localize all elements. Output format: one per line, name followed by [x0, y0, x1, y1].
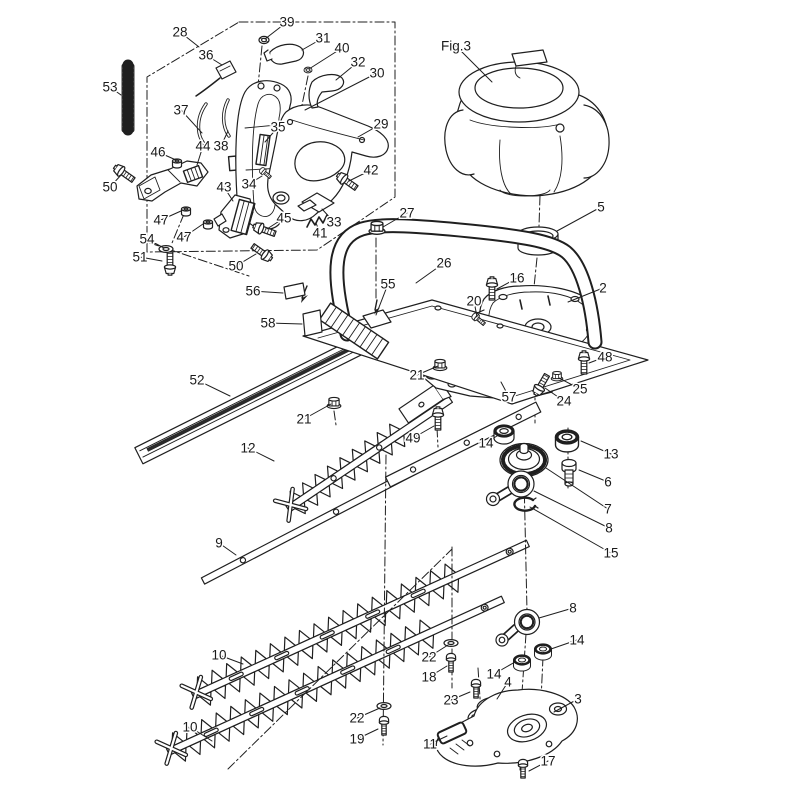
- part-callout: 53: [102, 79, 118, 95]
- part-6-stepped-bolt: [562, 460, 576, 487]
- part-callout: 32: [350, 54, 366, 70]
- part-callout: 8: [569, 600, 577, 616]
- part-27-flange-nut: [369, 221, 385, 234]
- part-callout: 58: [260, 315, 276, 331]
- part-8-connecting-rod-upper: [487, 471, 535, 506]
- part-8-connecting-rod-lower: [496, 610, 540, 647]
- part-callout: 35: [270, 119, 286, 135]
- part-callout: 41: [312, 225, 328, 241]
- part-callout: 21: [296, 411, 312, 427]
- part-callout: 29: [373, 116, 389, 132]
- callout-leader: [557, 207, 601, 231]
- part-callout: 47: [153, 212, 169, 228]
- part-callout: 5: [597, 199, 605, 215]
- part-callout: 55: [380, 276, 396, 292]
- part-10-cutter-blade: [181, 529, 534, 712]
- part-47-bushing: [204, 220, 213, 229]
- part-callout: 10: [182, 719, 198, 735]
- part-46-bushing: [173, 159, 182, 168]
- part-43-bracket: [214, 195, 255, 238]
- part-14-bearing: [535, 644, 552, 660]
- part-callout: 22: [349, 710, 365, 726]
- part-58-sticker: [303, 310, 322, 336]
- engine-assembly: [445, 50, 609, 196]
- part-callout: 8: [605, 520, 613, 536]
- callout-leader: [546, 468, 608, 509]
- part-19-screw: [379, 716, 388, 735]
- part-callout: 13: [603, 446, 619, 462]
- part-callout: 56: [245, 283, 261, 299]
- part-callout: 9: [215, 535, 223, 551]
- part-callout: 31: [315, 30, 331, 46]
- part-14-bearing: [494, 425, 514, 444]
- part-callout: 28: [172, 24, 188, 40]
- part-18-screw: [446, 653, 455, 672]
- part-callout: 42: [363, 162, 379, 178]
- part-callout: 40: [334, 40, 350, 56]
- part-22-washer: [444, 640, 458, 647]
- part-callout: 50: [228, 258, 244, 274]
- part-14-bearing: [514, 655, 531, 671]
- part-callout: 33: [326, 214, 342, 230]
- part-callout: 37: [173, 102, 189, 118]
- part-callout: 14: [486, 666, 502, 682]
- part-callout: 49: [405, 430, 421, 446]
- part-31-throttle-lever: [264, 44, 303, 64]
- part-callout: 24: [556, 393, 572, 409]
- part-13-bearing: [556, 430, 579, 452]
- callout-leader: [534, 491, 609, 528]
- part-callout: 2: [599, 280, 607, 296]
- part-callout: 15: [603, 545, 619, 561]
- part-callout: 20: [466, 293, 482, 309]
- part-callout: 46: [150, 144, 166, 160]
- part-49-bolt: [432, 407, 443, 430]
- part-callout: 4: [504, 674, 512, 690]
- part-callout: 30: [369, 65, 385, 81]
- part-51-bolt: [164, 252, 175, 275]
- part-callout: 47: [176, 229, 192, 245]
- part-callout: 7: [604, 501, 612, 517]
- part-21-flange-nut: [327, 397, 341, 408]
- callout-leader: [539, 608, 573, 618]
- part-callout: 26: [436, 255, 452, 271]
- part-callout: 14: [478, 435, 494, 451]
- part-53-threaded-rod: [122, 64, 134, 132]
- part-callout: 22: [421, 649, 437, 665]
- part-47-bushing: [182, 207, 191, 216]
- part-callout: 25: [572, 381, 588, 397]
- part-callout: 6: [604, 474, 612, 490]
- part-callout: 43: [216, 179, 232, 195]
- part-callout: 48: [597, 349, 613, 365]
- part-callout: Fig.3: [440, 38, 472, 54]
- part-12-upper-blade: [271, 381, 459, 524]
- part-callout: 18: [421, 669, 437, 685]
- part-callout: 19: [349, 731, 365, 747]
- part-36-switch: [196, 61, 236, 96]
- part-32-trigger-lever: [309, 75, 344, 108]
- part-callout: 54: [139, 231, 155, 247]
- part-callout: 34: [241, 176, 257, 192]
- part-callout: 52: [189, 372, 205, 388]
- part-callout: 3: [574, 691, 582, 707]
- part-callout: 51: [132, 249, 148, 265]
- part-callout: 14: [569, 632, 585, 648]
- part-callout: 21: [409, 367, 425, 383]
- part-callout: 17: [540, 753, 556, 769]
- part-callout: 23: [443, 692, 459, 708]
- part-callout: 10: [211, 647, 227, 663]
- part-callout: 45: [276, 210, 292, 226]
- part-callout: 12: [240, 440, 256, 456]
- callout-leader: [530, 507, 611, 553]
- part-21-flange-nut: [433, 359, 447, 370]
- part-callout: 38: [213, 138, 229, 154]
- part-50-bolt: [249, 241, 274, 263]
- part-callout: 16: [509, 270, 525, 286]
- part-callout: 36: [198, 47, 214, 63]
- part-callout: 39: [279, 14, 295, 30]
- part-callout: 27: [399, 205, 415, 221]
- part-callout: 44: [195, 138, 211, 154]
- part-callout: 11: [422, 736, 438, 752]
- part-callout: 57: [501, 389, 517, 405]
- part-15-clip: [514, 498, 538, 511]
- part-callout: 50: [102, 179, 118, 195]
